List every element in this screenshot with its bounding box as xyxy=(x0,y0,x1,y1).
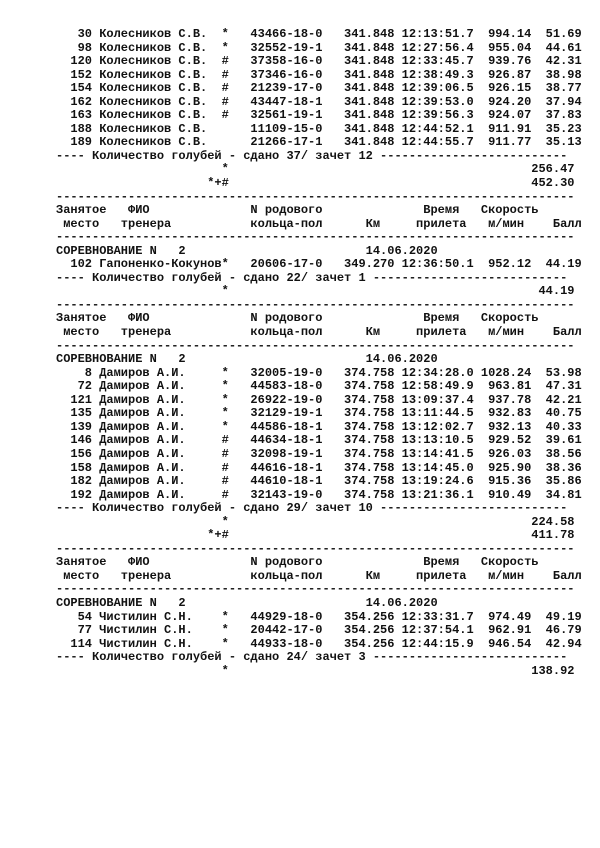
column-header-row-1: Занятое ФИО N родового Время Скорость xyxy=(56,555,539,570)
result-row: 154 Колесников С.В. # 21239-17-0 341.848 12:39:06.5 926.15 38.77 xyxy=(56,81,582,96)
result-row: 8 Дамиров А.И. * 32005-19-0 374.758 12:34:28.0 1028.24 53.98 xyxy=(56,365,582,380)
result-row: 192 Дамиров А.И. # 32143-19-0 374.758 13:21:36.1 910.49 34.81 xyxy=(56,487,582,502)
separator-line: ------------------------------------------------------------------------ xyxy=(56,541,575,556)
result-row: 189 Колесников С.В. 21266-17-1 341.848 12:44:55.7 911.77 35.13 xyxy=(56,135,582,150)
separator-line: ------------------------------------------------------------------------ xyxy=(56,582,575,597)
result-row: 156 Дамиров А.И. # 32098-19-1 374.758 13:14:41.5 926.03 38.56 xyxy=(56,446,582,461)
points-total-row: * 256.47 xyxy=(56,162,575,177)
competition-header: СОРЕВНОВАНИЕ N 2 14.06.2020 xyxy=(56,352,438,367)
points-total-row: * 138.92 xyxy=(56,663,575,678)
pigeon-count-summary: ---- Количество голубей - сдано 24/ зачет 3 --------------------------- xyxy=(56,650,568,665)
result-row: 114 Чистилин С.Н. * 44933-18-0 354.256 12:44:15.9 946.54 42.94 xyxy=(56,636,582,651)
column-header-row-2: место тренера кольца-пол Км прилета м/мин Балл xyxy=(56,216,582,231)
result-row: 30 Колесников С.В. * 43466-18-0 341.848 12:13:51.7 994.14 51.69 xyxy=(56,27,582,41)
results-printout xyxy=(56,28,586,678)
result-row: 158 Дамиров А.И. # 44616-18-1 374.758 13:14:45.0 925.90 38.36 xyxy=(56,460,582,475)
column-header-row-2: место тренера кольца-пол Км прилета м/мин Балл xyxy=(56,325,582,340)
separator-line: ------------------------------------------------------------------------ xyxy=(56,338,575,353)
column-header-row-1: Занятое ФИО N родового Время Скорость xyxy=(56,311,539,326)
result-row: 120 Колесников С.В. # 37358-16-0 341.848 12:33:45.7 939.76 42.31 xyxy=(56,54,582,69)
points-total-row: * 44.19 xyxy=(56,284,575,299)
column-header-row-2: место тренера кольца-пол Км прилета м/мин Балл xyxy=(56,568,582,583)
result-row: 162 Колесников С.В. # 43447-18-1 341.848 12:39:53.0 924.20 37.94 xyxy=(56,94,582,109)
result-row: 152 Колесников С.В. # 37346-16-0 341.848 12:38:49.3 926.87 38.98 xyxy=(56,67,582,82)
column-header-row-1: Занятое ФИО N родового Время Скорость xyxy=(56,203,539,218)
competition-header: СОРЕВНОВАНИЕ N 2 14.06.2020 xyxy=(56,243,438,258)
pigeon-count-summary: ---- Количество голубей - сдано 37/ зачет 12 -------------------------- xyxy=(56,148,568,163)
result-row: 121 Дамиров А.И. * 26922-19-0 374.758 13:09:37.4 937.78 42.21 xyxy=(56,392,582,407)
result-row: 182 Дамиров А.И. # 44610-18-1 374.758 13:19:24.6 915.36 35.86 xyxy=(56,474,582,489)
result-row: 146 Дамиров А.И. # 44634-18-1 374.758 13:13:10.5 929.52 39.61 xyxy=(56,433,582,448)
result-row: 102 Гапоненко-Кокунов* 20606-17-0 349.270 12:36:50.1 952.12 44.19 xyxy=(56,257,582,272)
competition-header: СОРЕВНОВАНИЕ N 2 14.06.2020 xyxy=(56,595,438,610)
points-total-row: * 224.58 xyxy=(56,514,575,529)
result-row: 77 Чистилин С.Н. * 20442-17-0 354.256 12:37:54.1 962.91 46.79 xyxy=(56,623,582,638)
result-row: 54 Чистилин С.Н. * 44929-18-0 354.256 12:33:31.7 974.49 49.19 xyxy=(56,609,582,624)
pigeon-count-summary: ---- Количество голубей - сдано 22/ зачет 1 --------------------------- xyxy=(56,270,568,285)
separator-line: ------------------------------------------------------------------------ xyxy=(56,297,575,312)
separator-line: ------------------------------------------------------------------------ xyxy=(56,230,575,245)
pigeon-count-summary: ---- Количество голубей - сдано 29/ зачет 10 -------------------------- xyxy=(56,501,568,516)
points-total-row: *+# 452.30 xyxy=(56,176,575,191)
result-row: 139 Дамиров А.И. * 44586-18-1 374.758 13:12:02.7 932.13 40.33 xyxy=(56,419,582,434)
result-row: 163 Колесников С.В. # 32561-19-1 341.848 12:39:56.3 924.07 37.83 xyxy=(56,108,582,123)
result-row: 135 Дамиров А.И. * 32129-19-1 374.758 13:11:44.5 932.83 40.75 xyxy=(56,406,582,421)
result-row: 188 Колесников С.В. 11109-15-0 341.848 12:44:52.1 911.91 35.23 xyxy=(56,121,582,136)
separator-line: ------------------------------------------------------------------------ xyxy=(56,189,575,204)
result-row: 72 Дамиров А.И. * 44583-18-0 374.758 12:58:49.9 963.81 47.31 xyxy=(56,379,582,394)
result-row: 98 Колесников С.В. * 32552-19-1 341.848 12:27:56.4 955.04 44.61 xyxy=(56,40,582,55)
points-total-row: *+# 411.78 xyxy=(56,528,575,543)
